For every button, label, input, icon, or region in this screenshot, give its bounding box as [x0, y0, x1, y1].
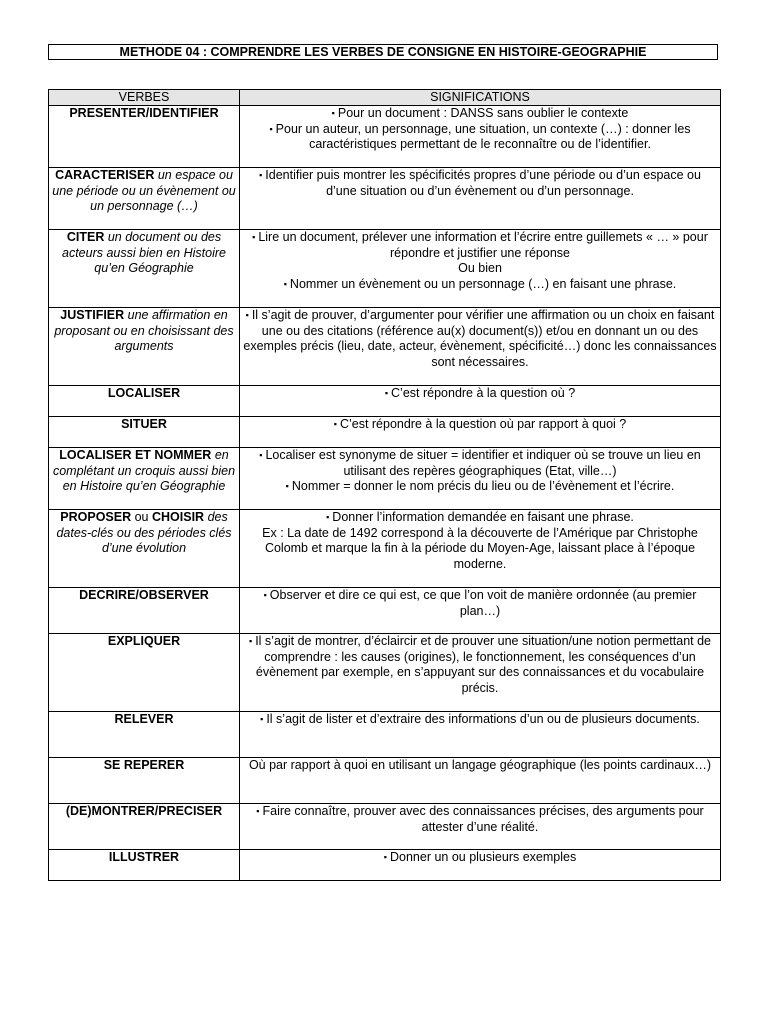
meaning-text: Faire connaître, prouver avec des connaissances précises, des arguments pour attester d’une réalité. [262, 804, 704, 834]
table-row [49, 230, 721, 308]
verb-description: des dates-clés ou des périodes clés d’une évolution [56, 510, 232, 555]
meaning-text: Pour un auteur, un personnage, une situation, un contexte (…) : donner les caractéristiques permettant de le reconnaître ou de l’identifier. [275, 121, 691, 151]
table-row [49, 634, 721, 712]
meaning-text: C’est répondre à la question où par rapport à quoi ? [339, 417, 627, 431]
meaning-text: Où par rapport à quoi en utilisant un langage géographique (les points cardinaux…) [248, 758, 712, 772]
meaning-cell [240, 106, 721, 168]
meaning-cell [240, 417, 721, 448]
meaning-text: Il s’agit de prouver, d’argumenter pour vérifier une affirmation ou un choix en faisant une ou des citations (référence au(x) document(s)) et/ou en donnant un ou des exemples précis (lieu, date, acteur, évènement, spécificité…) donc les connaissances sont nécessaires. [243, 308, 717, 369]
meaning-text: Localiser est synonyme de situer = identifier et indiquer où se trouve un lieu en utilisant des repères géographiques (Etat, ville…) [265, 448, 701, 478]
bullet-icon: ▪ [326, 512, 330, 522]
meaning-cell [240, 712, 721, 758]
verb-description: un document ou des acteurs aussi bien en Histoire qu’en Géographie [62, 230, 226, 275]
document-title: METHODE 04 : COMPRENDRE LES VERBES DE CONSIGNE EN HISTOIRE-GEOGRAPHIE [48, 44, 718, 60]
table-row [49, 712, 721, 758]
verb-cell [49, 588, 240, 634]
header-significations: SIGNIFICATIONS [240, 90, 721, 106]
verb-cell [49, 417, 240, 448]
verb-label: PROPOSER [60, 510, 132, 524]
verbs-table [48, 89, 721, 881]
verb-label: RELEVER [114, 712, 174, 726]
verb-description: une affirmation en proposant ou en choisissant des arguments [54, 308, 234, 353]
meaning-cell [240, 308, 721, 386]
table-header-row [49, 90, 721, 106]
verb-label: ILLUSTRER [108, 850, 180, 864]
table-row [49, 106, 721, 168]
verb-cell [49, 804, 240, 850]
bullet-icon: ▪ [260, 714, 264, 724]
bullet-icon: ▪ [331, 108, 335, 118]
bullet-icon: ▪ [383, 852, 387, 862]
bullet-icon: ▪ [248, 636, 253, 646]
verb-label: CARACTERISER [55, 168, 155, 182]
meaning-line [243, 230, 717, 261]
verb-cell [49, 230, 240, 308]
meaning-text: C’est répondre à la question où ? [391, 386, 576, 400]
verb-cell [49, 168, 240, 230]
meaning-cell [240, 230, 721, 308]
verb-connector: ou [134, 510, 149, 524]
verb-label: PRESENTER/IDENTIFIER [69, 106, 219, 120]
verb-cell [49, 758, 240, 804]
meaning-text: Nommer un évènement ou un personnage (…) en faisant une phrase. [289, 276, 677, 291]
meaning-text: Donner un ou plusieurs exemples [389, 850, 577, 864]
meaning-cell [240, 386, 721, 417]
meaning-text: Pour un document : DANSS sans oublier le contexte [337, 106, 629, 120]
meaning-cell [240, 634, 721, 712]
meaning-text: Observer et dire ce qui est, ce que l’on voit de manière ordonnée (au premier plan…) [269, 588, 697, 618]
bullet-icon: ▪ [259, 450, 263, 460]
verb-label: SE REPERER [103, 758, 185, 772]
verb-cell [49, 448, 240, 510]
verb-label: DECRIRE/OBSERVER [79, 588, 209, 602]
verb-label-secondary: CHOISIR [152, 510, 205, 524]
meaning-cell [240, 758, 721, 804]
meaning-line [243, 168, 717, 199]
verb-cell [49, 106, 240, 168]
verb-label: JUSTIFIER [60, 308, 125, 322]
table-row [49, 850, 721, 881]
bullet-icon: ▪ [259, 170, 263, 180]
table-row [49, 308, 721, 386]
meaning-cell [240, 850, 721, 881]
meaning-line [243, 277, 717, 293]
meaning-line [243, 510, 717, 526]
meaning-text: Nommer = donner le nom précis du lieu ou de l’évènement et l’écrire. [291, 479, 675, 493]
bullet-icon: ▪ [285, 481, 289, 491]
bullet-icon: ▪ [263, 590, 267, 600]
table-row [49, 588, 721, 634]
verb-label: (DE)MONTRER/PRECISER [65, 804, 223, 818]
table-row [49, 804, 721, 850]
bullet-icon: ▪ [245, 310, 249, 320]
meaning-line [243, 634, 717, 696]
meaning-line [243, 804, 717, 835]
meaning-cell [240, 168, 721, 230]
meaning-cell [240, 588, 721, 634]
meaning-line [243, 386, 717, 402]
bullet-icon: ▪ [333, 419, 337, 429]
meaning-text: Identifier puis montrer les spécificités propres d’une période ou d’un espace ou d’une situation ou d’un évènement ou d’un personnage. [265, 168, 701, 198]
verb-description: en complétant un croquis aussi bien en Histoire qu’en Géographie [52, 448, 236, 493]
meaning-line [243, 122, 717, 153]
table-row [49, 168, 721, 230]
header-verbes: VERBES [49, 90, 240, 106]
meaning-line [243, 479, 717, 495]
verb-description: un espace ou une période ou un évènement ou un personnage (…) [52, 168, 236, 213]
bullet-icon: ▪ [252, 232, 256, 242]
verb-cell [49, 634, 240, 712]
meaning-line [243, 526, 717, 573]
verb-cell [49, 308, 240, 386]
verb-label: EXPLIQUER [107, 634, 181, 648]
meaning-line [243, 712, 717, 728]
meaning-text: Il s’agit de lister et d’extraire des informations d’un ou de plusieurs documents. [266, 712, 700, 726]
meaning-line [243, 308, 717, 370]
meaning-line [243, 448, 717, 479]
bullet-icon: ▪ [256, 806, 260, 816]
meaning-text: Lire un document, prélever une information et l’écrire entre guillemets « … » pour répondre et justifier une réponse [258, 230, 708, 260]
meaning-text: Ex : La date de 1492 correspond à la découverte de l’Amérique par Christophe Colomb et marque la fin à la période du Moyen-Age, laissant place à l’époque moderne. [262, 525, 698, 571]
verb-label: LOCALISER [107, 386, 181, 400]
verb-label: SITUER [121, 417, 167, 431]
meaning-text: Ou bien [458, 261, 502, 275]
meaning-line [243, 417, 717, 433]
meaning-line [243, 758, 717, 774]
meaning-text: Il s’agit de montrer, d’éclaircir et de prouver une situation/une notion permettant de comprendre : les causes (origines), le fonctionnement, les conséquences d’un évènement par exemple, en s’appuyant sur des connaissances et du vocabulaire précis. [255, 634, 712, 695]
meaning-cell [240, 510, 721, 588]
verb-label: CITER [66, 230, 105, 244]
table-body [49, 106, 721, 881]
bullet-icon: ▪ [269, 123, 273, 134]
meaning-line [243, 588, 717, 619]
table-row [49, 386, 721, 417]
verb-cell [49, 850, 240, 881]
verb-label: LOCALISER ET NOMMER [59, 448, 212, 462]
verb-cell [49, 510, 240, 588]
table-row [49, 758, 721, 804]
meaning-line [243, 106, 717, 122]
bullet-icon: ▪ [283, 278, 287, 289]
table-row [49, 510, 721, 588]
table-row [49, 417, 721, 448]
table-row [49, 448, 721, 510]
meaning-line [243, 261, 717, 277]
meaning-cell [240, 448, 721, 510]
meaning-line [243, 850, 717, 866]
meaning-text: Donner l’information demandée en faisant une phrase. [332, 510, 634, 524]
verb-cell [49, 712, 240, 758]
verb-cell [49, 386, 240, 417]
meaning-cell [240, 804, 721, 850]
bullet-icon: ▪ [384, 388, 389, 398]
